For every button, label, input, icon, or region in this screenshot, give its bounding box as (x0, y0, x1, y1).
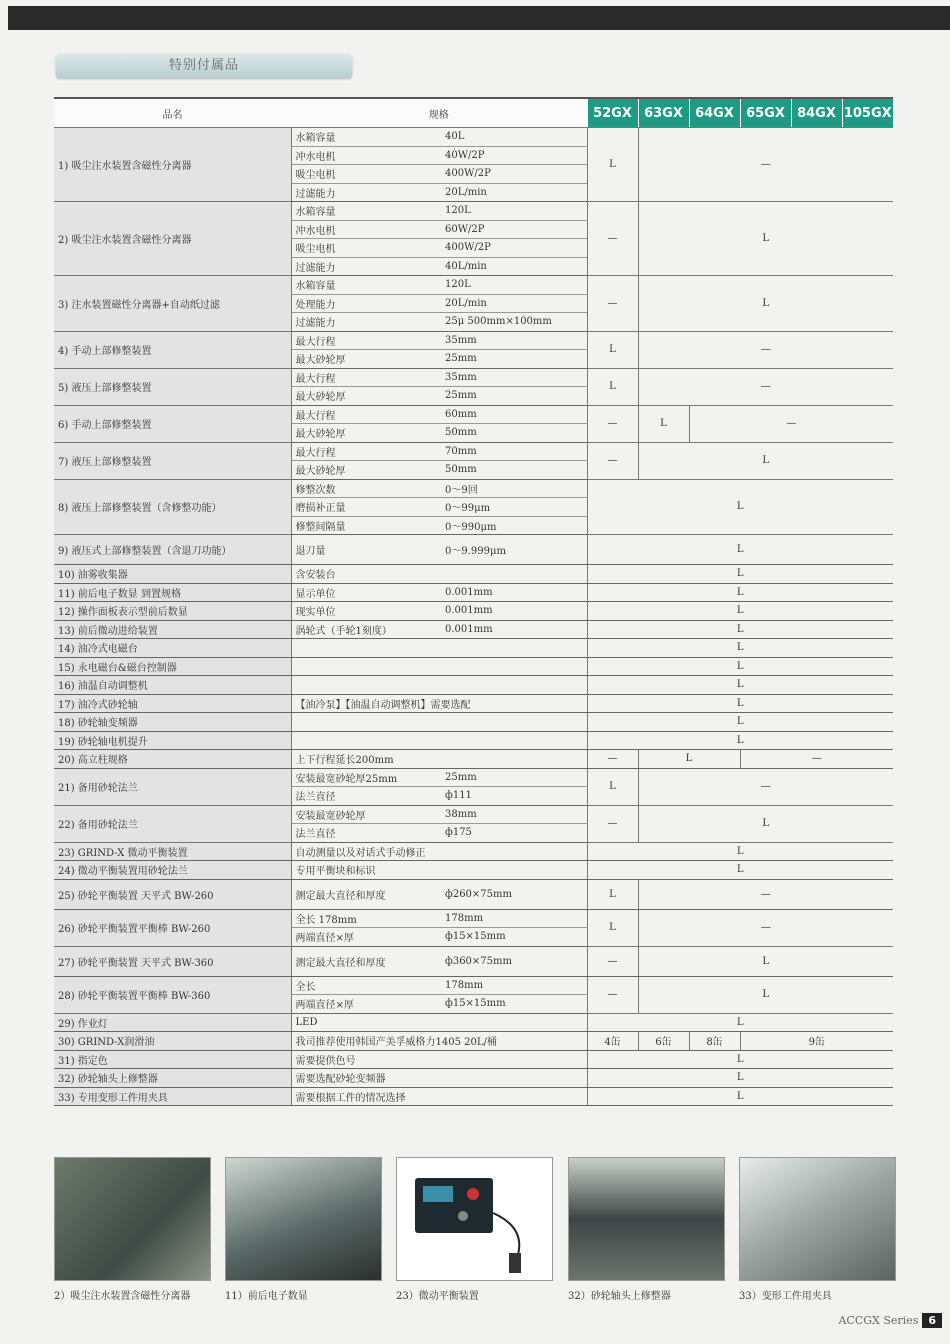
item-name: 33) 专用变形工件用夹具 (54, 1087, 291, 1106)
spec-value: 0.001mm (441, 583, 587, 602)
spec-key: 冲水电机 (291, 146, 441, 165)
item-name: 30) GRIND-X润滑油 (54, 1032, 291, 1051)
table-row (54, 405, 893, 424)
item-name: 20) 高立柱规格 (54, 750, 291, 769)
spec-key: 过滤能力 (291, 257, 441, 276)
availability-cell: L (587, 565, 893, 584)
table-row (54, 713, 893, 732)
table-row (54, 1032, 893, 1051)
availability-cell: L (587, 535, 893, 565)
spec-value (441, 1013, 587, 1032)
spec-value: 50mm (441, 461, 587, 480)
table-row (54, 276, 893, 295)
spec-value (441, 639, 587, 658)
spec-key: 含安装台 (291, 565, 441, 584)
spec-value: ф360×75mm (441, 946, 587, 976)
spec-column-header: 规格 (291, 98, 587, 128)
availability-cell: — (587, 946, 638, 976)
spec-value: 0～99μm (441, 498, 587, 517)
item-name: 15) 永电磁台&磁台控制器 (54, 657, 291, 676)
availability-cell: L (587, 128, 638, 202)
table-row (54, 946, 893, 976)
spec-value: 20L/min (441, 183, 587, 202)
spec-key: 全长 (291, 976, 441, 995)
photo-caption: 33）变形工件用夹具 (739, 1291, 832, 1302)
item-name: 22) 备用砂轮法兰 (54, 805, 291, 842)
availability-cell: 4缶 (587, 1032, 638, 1051)
balancer-device-icon (397, 1158, 552, 1280)
item-name: 3) 注水装置磁性分离器+自动纸过滤 (54, 276, 291, 332)
availability-cell: — (587, 976, 638, 1013)
spec-key: 我司推荐使用韩国产美孚威格力1405 20L/桶 (291, 1032, 587, 1051)
spec-value: 25μ 500mm×100mm (441, 313, 587, 332)
item-name: 27) 砂轮平衡装置 天平式 BW-360 (54, 946, 291, 976)
item-name: 18) 砂轮轴变频器 (54, 713, 291, 732)
item-name: 32) 砂轮轴头上修整器 (54, 1069, 291, 1088)
table-row (54, 620, 893, 639)
table-row (54, 1087, 893, 1106)
spec-key: 显示单位 (291, 583, 441, 602)
spec-value: 0～9回 (441, 479, 587, 498)
spec-key: 水箱容量 (291, 128, 441, 147)
balancer-photo (396, 1157, 553, 1281)
spec-key: 上下行程延长200mm (291, 750, 587, 769)
item-name: 24) 微动平衡装置用砂轮法兰 (54, 861, 291, 880)
spec-value: 25mm (441, 387, 587, 406)
photo-strip (54, 1157, 895, 1307)
model-header-52gx: 52GX (587, 98, 638, 128)
page-number: 6 (922, 1313, 942, 1328)
table-row (54, 861, 893, 880)
photo-caption: 23）微动平衡装置 (396, 1291, 479, 1302)
spec-key: 法兰直径 (291, 787, 441, 806)
availability-cell: L (638, 805, 893, 842)
wheel-dresser-photo (568, 1157, 725, 1281)
model-header-63gx: 63GX (638, 98, 689, 128)
availability-cell: 6缶 (638, 1032, 689, 1051)
availability-cell: 9缶 (740, 1032, 893, 1051)
table-row (54, 750, 893, 769)
item-name: 26) 砂轮平衡装置平衡棒 BW-260 (54, 909, 291, 946)
availability-cell: — (638, 331, 893, 368)
table-row (54, 842, 893, 861)
table-row (54, 368, 893, 387)
availability-cell: L (587, 1050, 893, 1069)
availability-cell: L (587, 731, 893, 750)
spec-key: LED (291, 1013, 441, 1032)
spec-value (441, 861, 587, 880)
item-name: 28) 砂轮平衡装置平衡棒 BW-360 (54, 976, 291, 1013)
table-row (54, 1050, 893, 1069)
spec-key: 最大砂轮厚 (291, 387, 441, 406)
spec-key: 需要提供色号 (291, 1050, 441, 1069)
table-row (54, 768, 893, 787)
spec-key: 最大行程 (291, 331, 441, 350)
item-name: 16) 油温自动调整机 (54, 676, 291, 695)
spec-value: 60mm (441, 405, 587, 424)
availability-cell: — (638, 768, 893, 805)
spec-key: 最大行程 (291, 442, 441, 461)
spec-key (291, 676, 441, 695)
item-name: 25) 砂轮平衡装置 天平式 BW-260 (54, 879, 291, 909)
spec-value (441, 676, 587, 695)
section-title: 特别付属品 (168, 58, 239, 73)
availability-cell: — (638, 879, 893, 909)
spec-value: 35mm (441, 331, 587, 350)
spec-key: 全长 178mm (291, 909, 441, 928)
spec-value: 178mm (441, 909, 587, 928)
table-row (54, 128, 893, 147)
spec-key (291, 731, 441, 750)
spec-key: 最大行程 (291, 405, 441, 424)
model-header-65gx: 65GX (740, 98, 791, 128)
spec-key: 测定最大直径和厚度 (291, 946, 441, 976)
availability-cell: — (587, 202, 638, 276)
item-name: 7) 液压上部修整装置 (54, 442, 291, 479)
availability-cell: L (587, 842, 893, 861)
spec-key: 吸尘电机 (291, 165, 441, 184)
availability-cell: — (638, 909, 893, 946)
item-name: 23) GRIND-X 微动平衡装置 (54, 842, 291, 861)
spec-value (441, 713, 587, 732)
item-name: 2) 吸尘注水装置含磁性分离器 (54, 202, 291, 276)
spec-key: 水箱容量 (291, 276, 441, 295)
availability-cell: L (587, 694, 893, 713)
digital-readout-photo (225, 1157, 382, 1281)
availability-cell: — (587, 805, 638, 842)
table-row (54, 565, 893, 584)
page-footer (838, 1313, 942, 1328)
item-name: 13) 前后微动进给装置 (54, 620, 291, 639)
photo-caption: 11）前后电子数显 (225, 1291, 308, 1302)
availability-cell: L (587, 479, 893, 535)
item-name: 11) 前后电子数显 到置规格 (54, 583, 291, 602)
availability-cell: L (587, 1087, 893, 1106)
availability-cell: L (638, 750, 740, 769)
availability-cell: L (638, 202, 893, 276)
availability-cell: L (587, 639, 893, 658)
spec-key: 专用平衡块和标识 (291, 861, 441, 880)
availability-cell: L (638, 976, 893, 1013)
item-name: 8) 液压上部修整装置（含修整功能） (54, 479, 291, 535)
availability-cell: — (740, 750, 893, 769)
fixture-photo (739, 1157, 896, 1281)
spec-key: 需要选配砂轮变频器 (291, 1069, 441, 1088)
availability-cell: L (638, 405, 689, 442)
spec-value: 40W/2P (441, 146, 587, 165)
availability-cell: L (587, 620, 893, 639)
availability-cell: L (638, 276, 893, 332)
table-row (54, 657, 893, 676)
spec-key: 【油冷泵】【油温自动调整机】需要选配 (291, 694, 587, 713)
spec-value: 60W/2P (441, 220, 587, 239)
table-row (54, 676, 893, 695)
spec-value: ф175 (441, 824, 587, 843)
item-name: 4) 手动上部修整装置 (54, 331, 291, 368)
spec-value: 40L/min (441, 257, 587, 276)
spec-key: 处理能力 (291, 294, 441, 313)
item-name: 31) 指定色 (54, 1050, 291, 1069)
table-header-row (54, 98, 893, 128)
availability-cell: — (587, 750, 638, 769)
item-name: 19) 砂轮轴电机提升 (54, 731, 291, 750)
spec-key: 最大砂轮厚 (291, 350, 441, 369)
availability-cell: L (587, 657, 893, 676)
availability-cell: L (587, 909, 638, 946)
table-row (54, 694, 893, 713)
model-header-105gx: 105GX (842, 98, 893, 128)
spec-value: 0.001mm (441, 602, 587, 621)
spec-key (291, 713, 441, 732)
item-name: 12) 操作面板表示型前后数显 (54, 602, 291, 621)
spec-key: 修整间隔量 (291, 516, 441, 535)
availability-cell: — (638, 128, 893, 202)
spec-key: 安装最宽砂轮厚25mm (291, 768, 441, 787)
table-row (54, 1013, 893, 1032)
availability-cell: — (689, 405, 893, 442)
series-name: ACCGX Series (838, 1314, 919, 1327)
spec-value: 25mm (441, 768, 587, 787)
item-name: 9) 液压式上部修整装置（含退刀功能） (54, 535, 291, 565)
spec-value (441, 657, 587, 676)
availability-cell: L (587, 331, 638, 368)
spec-key: 涡轮式（手轮1刻度） (291, 620, 441, 639)
spec-key: 修整次数 (291, 479, 441, 498)
spec-key: 吸尘电机 (291, 239, 441, 258)
item-name: 5) 液压上部修整装置 (54, 368, 291, 405)
availability-cell: L (587, 768, 638, 805)
table-row (54, 602, 893, 621)
photo-caption: 32）砂轮轴头上修整器 (568, 1291, 671, 1302)
spec-key: 现实单位 (291, 602, 441, 621)
table-row (54, 639, 893, 658)
spec-key: 两端直径×厚 (291, 928, 441, 947)
spec-value: 400W/2P (441, 165, 587, 184)
availability-cell: L (638, 946, 893, 976)
spec-value: 20L/min (441, 294, 587, 313)
item-name: 17) 油冷式砂轮轴 (54, 694, 291, 713)
availability-cell: L (638, 442, 893, 479)
spec-key: 安装最宽砂轮厚 (291, 805, 441, 824)
spec-key: 水箱容量 (291, 202, 441, 221)
spec-value: 70mm (441, 442, 587, 461)
table-row (54, 202, 893, 221)
spec-value (441, 1050, 587, 1069)
spec-value: ф15×15mm (441, 928, 587, 947)
availability-cell: L (587, 1013, 893, 1032)
item-name: 10) 油雾收集器 (54, 565, 291, 584)
spec-key: 自动测量以及对话式手动修正 (291, 842, 587, 861)
availability-cell: L (587, 368, 638, 405)
spec-key: 需要根据工件的情况选择 (291, 1087, 587, 1106)
spec-key: 冲水电机 (291, 220, 441, 239)
photo-caption: 2）吸尘注水装置含磁性分离器 (54, 1291, 191, 1302)
spec-value: 120L (441, 202, 587, 221)
item-name: 29) 作业灯 (54, 1013, 291, 1032)
table-row (54, 909, 893, 928)
table-row (54, 879, 893, 909)
availability-cell: — (587, 276, 638, 332)
spec-key: 最大砂轮厚 (291, 461, 441, 480)
table-row (54, 805, 893, 824)
table-row (54, 583, 893, 602)
availability-cell: L (587, 861, 893, 880)
spec-key: 最大行程 (291, 368, 441, 387)
spec-key: 法兰直径 (291, 824, 441, 843)
model-header-64gx: 64GX (689, 98, 740, 128)
spec-key: 过滤能力 (291, 183, 441, 202)
spec-value: 50mm (441, 424, 587, 443)
availability-cell: — (587, 405, 638, 442)
section-title-tab (56, 54, 352, 78)
availability-cell: L (587, 879, 638, 909)
item-name: 1) 吸尘注水装置含磁性分离器 (54, 128, 291, 202)
table-row (54, 442, 893, 461)
spec-value: ф260×75mm (441, 879, 587, 909)
spec-value: 0～9.999μm (441, 535, 587, 565)
spec-key: 磨损补正量 (291, 498, 441, 517)
spec-value: ф15×15mm (441, 995, 587, 1014)
accessories-spec-table (54, 97, 893, 1106)
availability-cell: L (587, 583, 893, 602)
table-row (54, 479, 893, 498)
availability-cell: L (587, 676, 893, 695)
name-column-header: 品名 (54, 98, 291, 128)
spec-key: 过滤能力 (291, 313, 441, 332)
table-row (54, 976, 893, 995)
spec-key (291, 657, 441, 676)
spec-value: 40L (441, 128, 587, 147)
spec-value (441, 731, 587, 750)
item-name: 14) 油冷式电磁台 (54, 639, 291, 658)
availability-cell: L (587, 713, 893, 732)
spec-key: 退刀量 (291, 535, 441, 565)
availability-cell: — (587, 442, 638, 479)
spec-value (441, 565, 587, 584)
model-header-84gx: 84GX (791, 98, 842, 128)
spec-key: 两端直径×厚 (291, 995, 441, 1014)
table-row (54, 331, 893, 350)
top-bar (8, 6, 950, 30)
availability-cell: — (638, 368, 893, 405)
spec-value: 0～990μm (441, 516, 587, 535)
table-row (54, 535, 893, 565)
item-name: 21) 备用砂轮法兰 (54, 768, 291, 805)
spec-value: 38mm (441, 805, 587, 824)
spec-value: ф111 (441, 787, 587, 806)
table-row (54, 1069, 893, 1088)
spec-value: 0.001mm (441, 620, 587, 639)
spec-value: 120L (441, 276, 587, 295)
spec-value: 25mm (441, 350, 587, 369)
spec-key: 最大砂轮厚 (291, 424, 441, 443)
availability-cell: L (587, 602, 893, 621)
spec-value: 400W/2P (441, 239, 587, 258)
spec-value (441, 1069, 587, 1088)
spec-value: 178mm (441, 976, 587, 995)
table-row (54, 731, 893, 750)
item-name: 6) 手动上部修整装置 (54, 405, 291, 442)
spec-value: 35mm (441, 368, 587, 387)
availability-cell: 8缶 (689, 1032, 740, 1051)
availability-cell: L (587, 1069, 893, 1088)
spec-key (291, 639, 441, 658)
spec-key: 测定最大直径和厚度 (291, 879, 441, 909)
dust-collector-photo (54, 1157, 211, 1281)
